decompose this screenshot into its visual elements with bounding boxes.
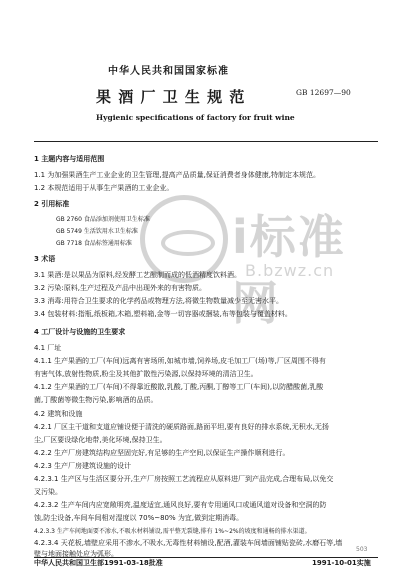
- paragraph: 有害气体,放射性物质,粉尘及其他扩散性污染源,以保持环境的清洁卫生。: [34, 370, 258, 378]
- paragraph: 4.2.3.4 天花板,墙壁应采用不渗水,不吸水,无毒性材料铺设,配酒,灌装车间墙面铺贴瓷砖,水磨石等,墙: [34, 539, 343, 547]
- paragraph: 1.1 为加强果酒生产工业企业的卫生管理,提高产品质量,保证消费者身体健康,特制定本规范。: [34, 171, 321, 179]
- page-number: 503: [356, 546, 368, 553]
- document-title: 果 酒 厂 卫 生 规 范: [96, 88, 246, 106]
- paragraph: 菌,丁酸菌等微生物污染,影响酒的品质。: [34, 396, 158, 404]
- document-title-english: Hygienic specifications of factory for fruit wine: [96, 113, 295, 122]
- header-divider: [34, 141, 378, 142]
- paragraph: 叉污染。: [34, 488, 62, 496]
- paragraph: 3.3 消毒:用符合卫生要求的化学药品或物理方法,将微生物数量减少至无害水平。: [34, 297, 283, 305]
- watermark-sub-text: B.bzwz.cn: [245, 261, 335, 280]
- section-heading: 2 引用标准: [34, 200, 70, 208]
- approval-info: 中华人民共和国卫生部1991-03-18批准: [34, 559, 163, 567]
- paragraph: 4.2.3 生产厂房建筑设施的设计: [34, 462, 132, 470]
- paragraph: 4.1.2 生产果酒的工厂(车间)不得靠近酸散,乳酸,丁酸,丙酮,丁醇等工厂(车间),以防醋酸菌,乳酸: [34, 383, 324, 391]
- paragraph: 4.2.1 厂区主干道和支道应铺设便于清洗的硬质路面,路面平坦,要有良好的排水系统,无积水,无扬: [34, 423, 329, 431]
- implementation-date: 1991-10-01实施: [312, 559, 371, 567]
- paragraph: 壁与地面接触处应为弧形。: [34, 550, 118, 558]
- subsection-heading: 4.2 建筑和设施: [34, 410, 83, 418]
- reference-item: GB 7718 食品标签通用标准: [56, 240, 132, 247]
- paragraph: 3.2 污染:原料,生产过程及产品中出现外来的有害物质。: [34, 284, 206, 292]
- paragraph: 4.2.3.1 生产区与生活区要分开,生产厂房按照工艺流程应从原料进厂到产品完成,合理布局,以免交: [34, 475, 334, 483]
- section-heading: 3 术语: [34, 255, 56, 263]
- reference-item: GB 5749 生活饮用水卫生标准: [56, 228, 138, 235]
- watermark-main-text: i标准网: [232, 210, 346, 330]
- paragraph: 尘,厂区要设绿化地带,美化环境,保持卫生。: [34, 436, 167, 444]
- subsection-heading: 4.1 厂址: [34, 344, 62, 352]
- paragraph: 蚀,防尘设备,车间车间相对湿度以 70%~80% 为宜,做到定期消毒。: [34, 514, 244, 522]
- paragraph: 4.2.3.2 生产车间内应宽敞明亮,温度适宜,通风良好,要有专用通风口或通风道对设备和空洞的防: [34, 501, 327, 509]
- paragraph: 4.1.1 生产果酒的工厂(车间)远离有害场所,如城市墙,饲养场,皮毛加工厂(场)等,厂区周围不得有: [34, 357, 326, 365]
- standard-number: GB 12697—90: [296, 88, 351, 97]
- section-heading: 4 工厂设计与设施的卫生要求: [34, 328, 126, 336]
- paragraph: 4.2.3.3 生产车间地面要不渗水,不吸水材料铺设,需平整无裂缝,排有 1%~2%的坡度和通畅的排水渠道。: [34, 528, 311, 535]
- reference-item: GB 2760 食品添加剂使用卫生标准: [56, 216, 150, 223]
- paragraph: 3.4 包装材料:指瓶,纸板箱,木箱,塑料箱,金等一切容器或捆装,布等包装与覆盖材料。: [34, 310, 292, 318]
- paragraph: 4.2.2 生产厂房建筑结构应坚固完好,有足够的生产空间,以保证生产操作顺利进行。: [34, 449, 290, 457]
- paragraph: 3.1 果酒:是以果品为原料,经发酵工艺酿制而成的低酒精度饮料酒。: [34, 271, 241, 279]
- section-heading: 1 主题内容与适用范围: [34, 155, 105, 163]
- paragraph: 1.2 本规范适用于从事生产果酒的工业企业。: [34, 184, 174, 192]
- issuing-org: 中华人民共和国国家标准: [108, 66, 229, 77]
